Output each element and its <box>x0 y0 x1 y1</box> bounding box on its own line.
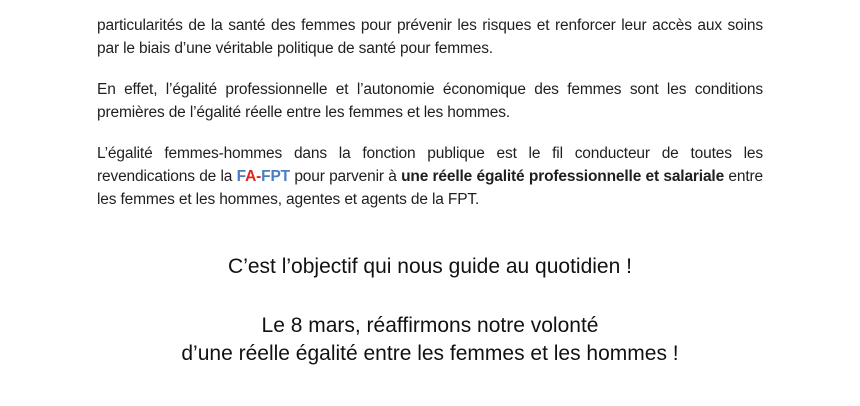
fa-fpt-brand-fpt: FPT <box>261 168 290 185</box>
headline-8-mars-line2: d’une réelle égalité entre les femmes et les hommes ! <box>181 342 679 365</box>
headline-8-mars-line1: Le 8 mars, réaffirmons notre volonté <box>261 314 599 337</box>
fa-fpt-brand-f: F <box>236 168 246 185</box>
paragraph-fa-fpt-part3: entre les femmes et les hommes, agentes et agents de la FPT. <box>97 168 763 208</box>
paragraph-sante-femmes: particularités de la santé des femmes pour prévenir les risques et renforcer leur accès aux soins par le biais d’une véritable politique de santé pour femmes. <box>97 17 763 57</box>
headline-objectif: C’est l’objectif qui nous guide au quotidien ! <box>228 255 632 278</box>
fa-fpt-brand-text <box>237 168 290 185</box>
paragraph-fa-fpt-part1: L’égalité femmes-hommes dans la fonction publique est le fil conducteur de toutes les revendications de la <box>97 145 763 185</box>
fa-fpt-brand-a-hyphen: A- <box>245 168 262 185</box>
paragraph-egalite-professionnelle: En effet, l’égalité professionnelle et l’autonomie économique des femmes sont les conditions premières de l’égalité réelle entre les femmes et les hommes. <box>97 81 763 121</box>
paragraph-fa-fpt-part2: pour parvenir à <box>289 168 402 185</box>
paragraph-fa-fpt-bold-span: une réelle égalité professionnelle et salariale <box>401 168 725 185</box>
paragraph-fa-fpt <box>97 142 763 211</box>
headline-8-mars <box>97 312 763 368</box>
